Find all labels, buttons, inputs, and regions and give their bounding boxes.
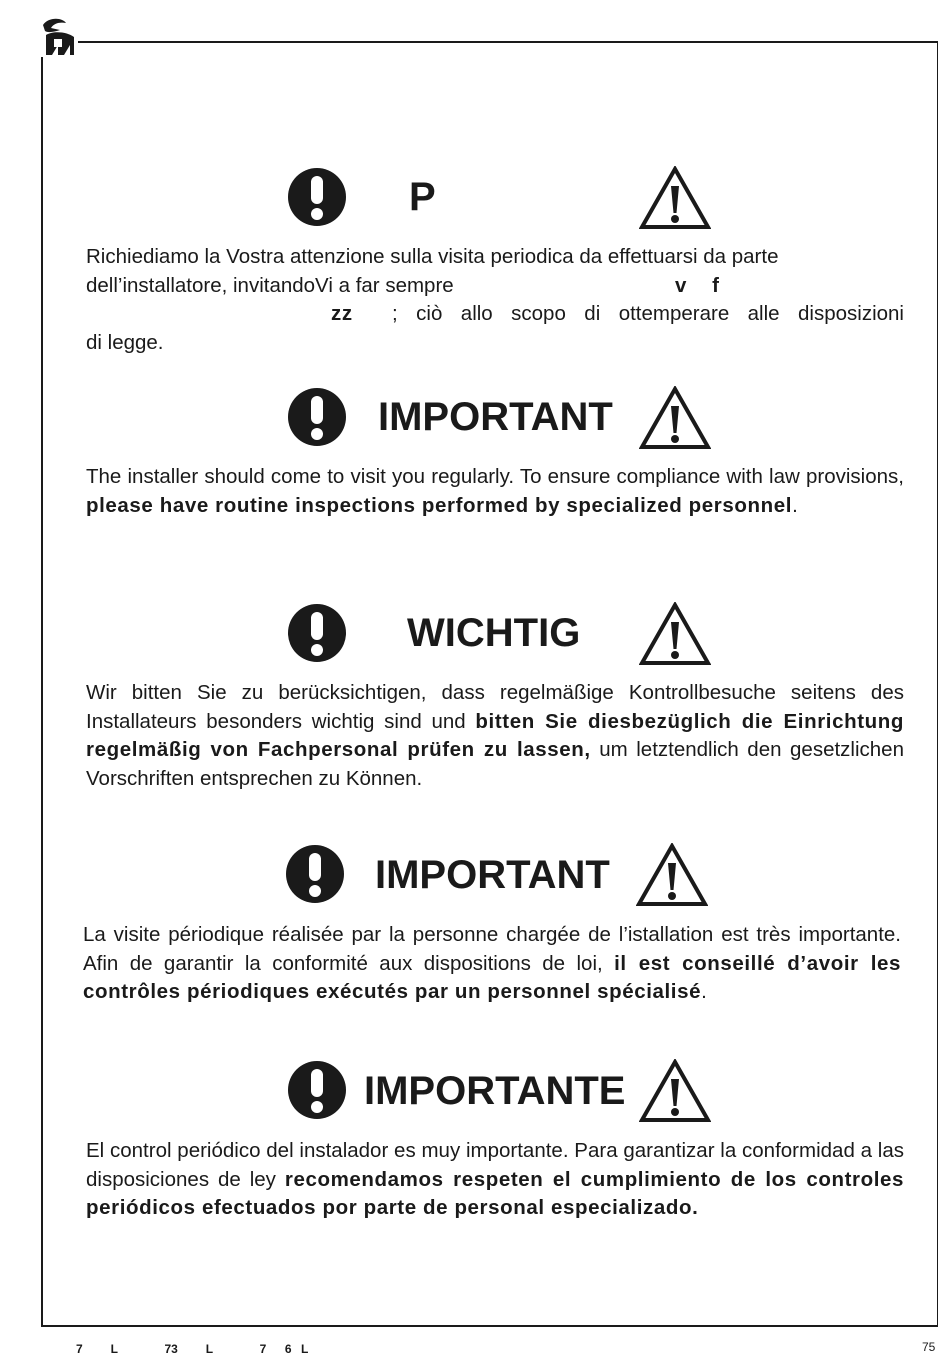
section-heading-row (0, 166, 950, 230)
exclamation-circle-icon (287, 603, 347, 663)
exclamation-circle-icon (287, 1060, 347, 1120)
section-heading-row (0, 602, 950, 666)
paragraph-bold-text: please have routine inspections performed by specialized personnel (86, 493, 793, 517)
paragraph-text: dell’installatore, invitandoVi a far sempre (86, 273, 454, 297)
section-paragraph (86, 463, 904, 520)
section-paragraph (86, 243, 904, 357)
section-heading: IMPORTANTE (364, 1069, 626, 1113)
page-number: 75 (922, 1340, 936, 1354)
paragraph-text: um letztendlich den gesetzlichen Vorschriften entsprechen zu Können. (86, 738, 904, 790)
warning-triangle-icon (639, 602, 711, 666)
warning-triangle-icon (636, 843, 708, 907)
exclamation-circle-icon (287, 167, 347, 227)
paragraph-line: di legge. (86, 330, 164, 354)
section-heading-row (0, 386, 950, 450)
warning-triangle-icon (639, 1059, 711, 1123)
paragraph-bold-text: v f (675, 273, 720, 297)
paragraph-text: . (792, 493, 798, 517)
section-heading: P (409, 175, 436, 219)
section-paragraph (83, 921, 901, 1007)
paragraph-line (86, 300, 904, 329)
paragraph-text: ; ciò allo scopo di ottemperare alle disposizioni (392, 302, 904, 326)
paragraph-bold-text: il est conseillé d’avoir les contrôles périodiques exécutés par un personnel spécialisé (83, 951, 901, 1004)
warning-triangle-icon (639, 386, 711, 450)
section-heading: IMPORTANT (375, 853, 610, 897)
section-heading: IMPORTANT (378, 395, 613, 439)
paragraph-text: Wir bitten Sie zu berücksichtigen, dass regelmäßige Kontrollbesuche seitens des Installateurs besonders wichtig sind und (86, 681, 904, 733)
section-paragraph (86, 1137, 904, 1223)
paragraph-text: La visite périodique réalisée par la personne chargée de l’istallation est très importante. Afin de garantir la conformité aux dispositions de loi, (83, 923, 901, 975)
section-heading-row (0, 1059, 950, 1123)
footer-model-list: 7 L 73 L 7 6 L (76, 1342, 309, 1356)
paragraph-text: The installer should come to visit you regularly. To ensure compliance with law provisions, (86, 465, 904, 488)
paragraph-bold-text: bitten Sie diesbezüglich die Einrichtung regelmäßig von Fachpersonal prüfen zu lassen, (86, 709, 904, 762)
section-heading: WICHTIG (407, 611, 581, 655)
paragraph-line: Richiediamo la Vostra attenzione sulla visita periodica da effettuarsi da parte (86, 245, 779, 268)
warning-triangle-icon (639, 166, 711, 230)
paragraph-line (86, 272, 904, 301)
paragraph-text: El control periódico del instalador es muy importante. Para garantizar la conformidad a las disposiciones de ley (86, 1139, 904, 1191)
exclamation-circle-icon (285, 844, 345, 904)
section-paragraph (86, 679, 904, 793)
paragraph-text: . (701, 980, 707, 1004)
paragraph-bold-text: zz (331, 302, 353, 326)
section-heading-row (0, 843, 950, 907)
paragraph-bold-text: recomendamos respeten el cumplimiento de los controles periódicos efectuados por parte de personal especializado. (86, 1167, 904, 1220)
exclamation-circle-icon (287, 387, 347, 447)
brand-logo-icon (40, 17, 78, 57)
